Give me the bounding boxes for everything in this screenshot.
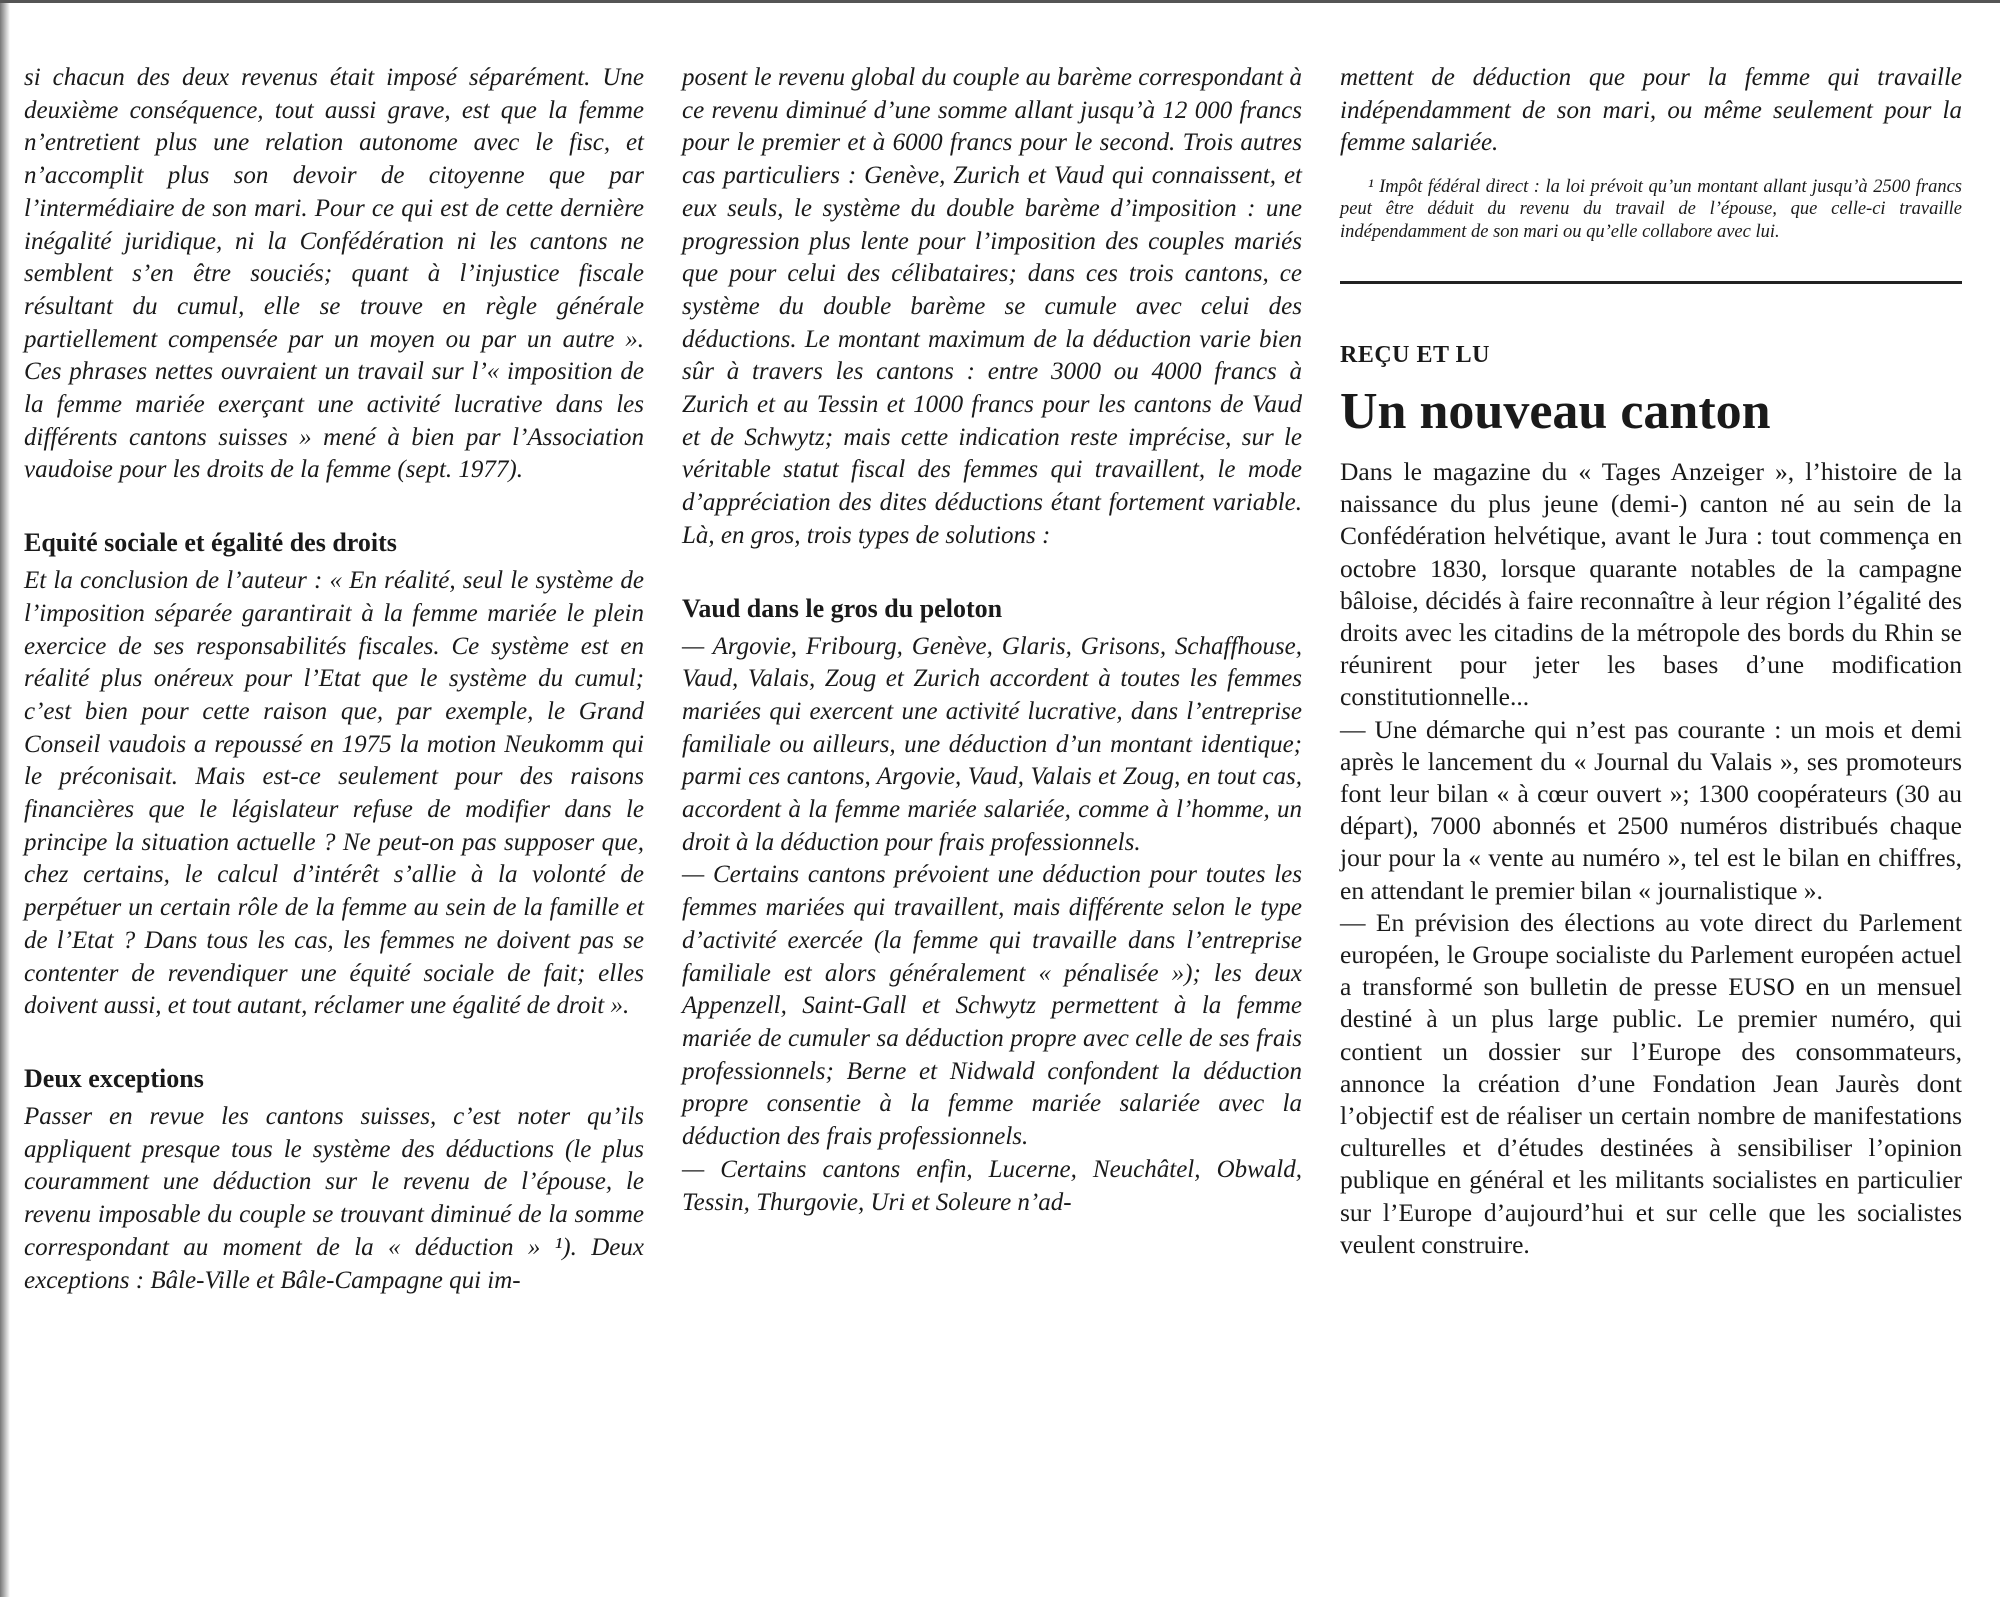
page-binding-shadow (0, 0, 10, 1597)
section-kicker: REÇU ET LU (1340, 342, 1490, 368)
paragraph: — Une démarche qui n’est pas courante : un mois et demi après le lancement du « Journal du Valais », ses promoteurs font leur bilan « à cœur ouvert »; 1300 coopérateurs (30 au départ), 7000 abonnés et 2500 numéros distribués chaque jour pour la « vente au numéro », tel est le bilan en chiffres, en attendant le premier bilan « journalistique ». (1340, 714, 1962, 905)
footnote: ¹ Impôt fédéral direct : la loi prévoit qu’un montant allant jusqu’à 2500 francs peut être déduit du revenu du travail de l’épouse, que celle-ci travaille indépendamment de son mari ou qu’elle collabore avec lui. (1340, 177, 1962, 242)
section-heading: Equité sociale et égalité des droits (24, 528, 397, 558)
column-left (24, 62, 644, 1297)
paragraph: mettent de déduction que pour la femme qui travaille indépendamment de son mari, ou même seulement pour la femme salariée. (1340, 64, 1962, 157)
paragraph: Dans le magazine du « Tages Anzeiger », l’histoire de la naissance du plus jeune (demi-) canton né au sein de la Confédération helvétique, avant le Jura : tout commença en octobre 1830, lorsque quarante notables de la campagne bâloise, décidés à faire reconnaître à leur région l’égalité des droits avec les citadins de la métropole des bords du Rhin se réunirent pour jeter les bases d’une modification constitutionnelle... (1340, 457, 1962, 712)
paragraph: posent le revenu global du couple au barème correspondant à ce revenu diminué d’une somme allant jusqu’à 12 000 francs pour le premier et à 6000 francs pour le second. Trois autres cas particuliers : Genève, Zurich et Vaud qui connaissent, et eux seuls, le système du double barème d’imposition : une progression plus lente pour l’imposition des couples mariés que pour celui des célibataires; dans ces trois cantons, ce système du double barème se cumule avec celui des déductions. Le montant maximum de la déduction varie bien sûr à travers les cantons : entre 3000 ou 4000 francs à Zurich et au Tessin et 1000 francs pour les cantons de Vaud et de Schwytz; mais cette indication reste imprécise, sur le véritable statut fiscal des femmes qui travaillent, le mode d’appréciation des dites déductions étant fortement variable. Là, en gros, trois types de solutions : (682, 64, 1302, 549)
paragraph: — Certains cantons prévoient une déduction pour toutes les femmes mariées qui travaillent, mais différente selon le type d’activité exercée (la femme qui travaille dans l’entreprise familiale est alors généralement « pénalisée »); les deux Appenzell, Saint-Gall et Schwytz permettent à la femme mariée de cumuler sa déduction propre avec celle de ses frais professionnels; Berne et Nidwald confondent la déduction propre consentie à la femme mariée salariée avec la déduction des frais professionnels. (682, 861, 1302, 1151)
column-right (1340, 62, 1962, 1261)
column-middle (682, 62, 1302, 1219)
section-heading: Deux exceptions (24, 1063, 204, 1093)
paragraph: — Argovie, Fribourg, Genève, Glaris, Grisons, Schaffhouse, Vaud, Valais, Zoug et Zurich accordent à toutes les femmes mariées qui exercent une activité lucrative, dans l’entreprise familiale ou ailleurs, une déduction d’un montant identique; parmi ces cantons, Argovie, Vaud, Valais et Zoug, en tout cas, accordent à la femme mariée salariée, comme à l’homme, un droit à la déduction pour frais professionnels. (682, 632, 1302, 856)
paragraph: — Certains cantons enfin, Lucerne, Neuchâtel, Obwald, Tessin, Thurgovie, Uri et Soleure n’ad- (682, 1155, 1302, 1216)
paragraph: — En prévision des élections au vote direct du Parlement européen, le Groupe socialiste du Parlement européen actuel a transformé son bulletin de presse EUSO en un mensuel destiné à un plus large public. Le premier numéro, qui contient un dossier sur l’Europe des consommateurs, annonce la création d’une Fondation Jean Jaurès dont l’objectif est de réaliser un certain nombre de manifestations culturelles et d’études destinées à sensibiliser l’opinion publique en général et les militants socialistes en particulier sur l’Europe d’aujourd’hui et sur celle que les socialistes veulent construire. (1340, 907, 1962, 1259)
top-border-line (0, 0, 2000, 3)
paragraph: Et la conclusion de l’auteur : « En réalité, seul le système de l’imposition séparée garantirait à la femme mariée le plein exercice de ses responsabilités fiscales. Ce système est en réalité plus onéreux pour l’Etat que le système du cumul; c’est bien pour cette raison que, par exemple, le Grand Conseil vaudois a repoussé en 1975 la motion Neukomm qui le préconisait. Mais est-ce seulement pour des raisons financières que le législateur refuse de modifier dans le principe la situation actuelle ? Ne peut-on pas supposer que, chez certains, le calcul d’intérêt s’allie à la volonté de perpétuer un certain rôle de la femme au sein de la famille et de l’Etat ? Dans tous les cas, les femmes ne doivent pas se contenter de revendiquer une équité sociale de fait; elles doivent aussi, et tout autant, réclamer une égalité de droit ». (24, 567, 644, 1020)
paragraph: Passer en revue les cantons suisses, c’est noter qu’ils appliquent presque tous le système des déductions (le plus couramment une déduction sur le revenu de l’épouse, le revenu imposable du couple se trouvant diminué de la somme correspondant au moment de la « déduction » ¹). Deux exceptions : Bâle-Ville et Bâle-Campagne qui im- (24, 1102, 644, 1294)
section-heading: Vaud dans le gros du peloton (682, 593, 1003, 623)
section-divider (1340, 281, 1962, 284)
paragraph: si chacun des deux revenus était imposé séparément. Une deuxième conséquence, tout aussi grave, est que la femme n’entretient plus une relation autonome avec le fisc, et n’accomplit plus son devoir de citoyenne que par l’intermédiaire de son mari. Pour ce qui est de cette dernière inégalité juridique, ni la Confédération ni les cantons ne semblent s’en être souciés; quant à l’injustice fiscale résultant du cumul, elle se trouve en règle générale partiellement compensée par un moyen ou par un autre ». Ces phrases nettes ouvraient un travail sur l’« imposition de la femme mariée exerçant une activité lucrative dans les différents cantons suisses » mené à bien par l’Association vaudoise pour les droits de la femme (sept. 1977). (24, 64, 644, 484)
article-title: Un nouveau canton (1340, 383, 1771, 440)
